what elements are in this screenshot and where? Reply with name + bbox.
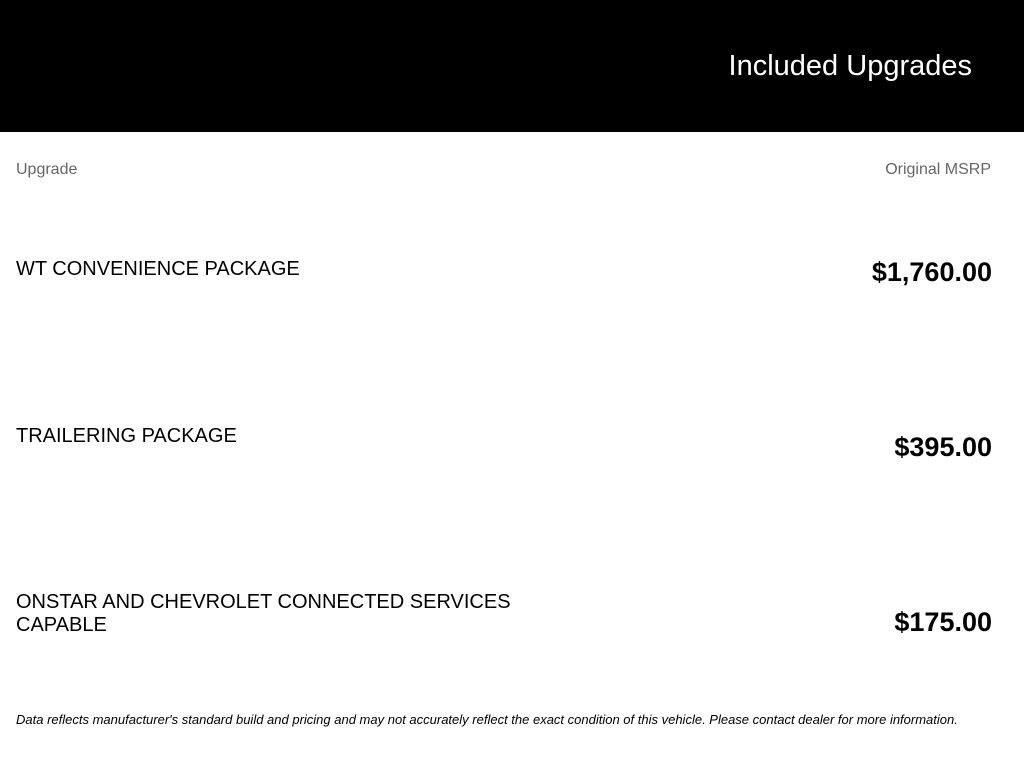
upgrade-name: ONSTAR AND CHEVROLET CONNECTED SERVICES CAPABLE xyxy=(16,591,511,636)
column-header-upgrade: Upgrade xyxy=(16,161,78,178)
upgrade-price: $395.00 xyxy=(894,432,992,462)
upgrade-price: $175.00 xyxy=(894,607,992,637)
upgrade-name: WT CONVENIENCE PACKAGE xyxy=(16,258,300,280)
upgrade-name: TRAILERING PACKAGE xyxy=(16,425,237,447)
header-banner xyxy=(0,0,1024,132)
upgrade-price: $1,760.00 xyxy=(871,257,992,287)
page-title: Included Upgrades xyxy=(728,50,972,82)
column-header-msrp: Original MSRP xyxy=(885,161,991,178)
disclaimer-text: Data reflects manufacturer's standard build and pricing and may not accurately reflect the exact condition of this vehicle. Please contact dealer for more information. xyxy=(16,712,958,727)
